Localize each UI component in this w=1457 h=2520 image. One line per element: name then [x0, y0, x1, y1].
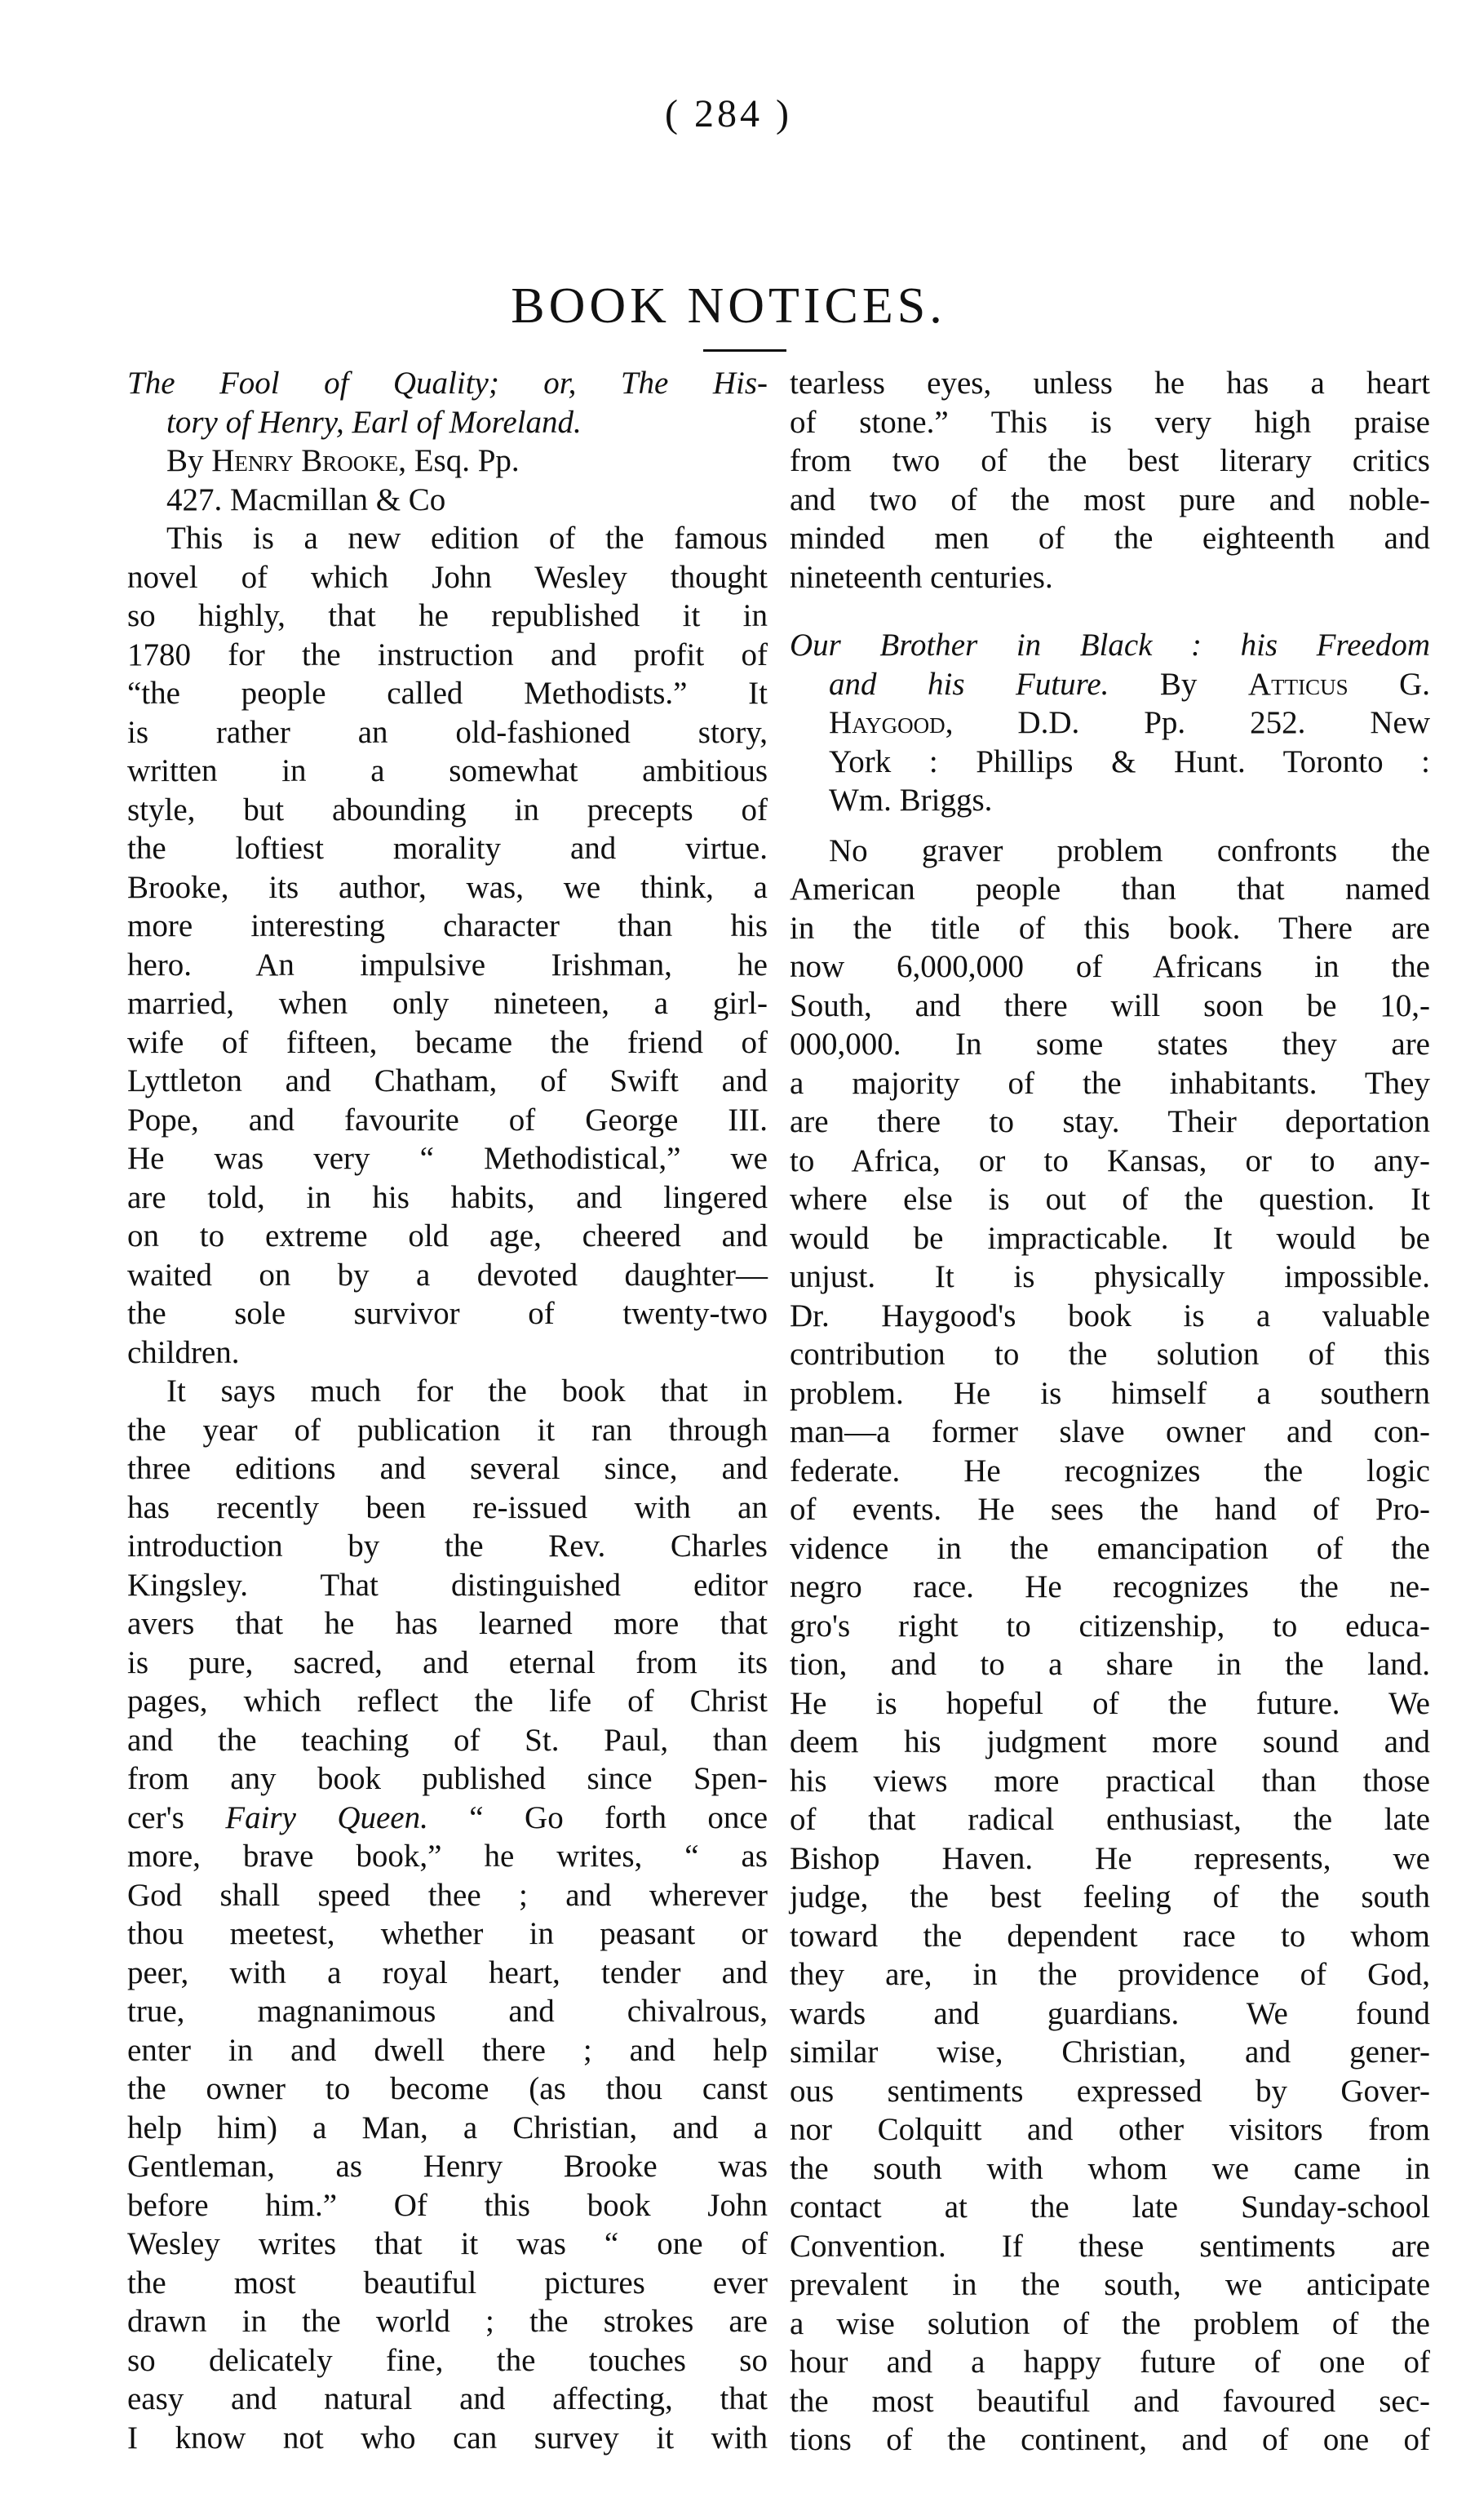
text-line: South, and there will soon be 10,- — [790, 987, 1430, 1023]
text-line: federate. He recognizes the logic — [790, 1453, 1430, 1488]
text-line: thou meetest, whether in peasant or — [127, 1916, 768, 1951]
right-column — [790, 364, 1430, 2460]
text-fragment: cer's — [127, 1799, 226, 1835]
text-line: nor Colquitt and other visitors from — [790, 2112, 1430, 2147]
title-rule — [703, 349, 786, 352]
text-line: “the people called Methodists.” It — [127, 676, 768, 711]
text-line: gro's right to citizenship, to educa- — [790, 1608, 1430, 1644]
text-line: Dr. Haygood's book is a valuable — [790, 1298, 1430, 1333]
text-line: the most beautiful pictures ever — [127, 2265, 768, 2300]
text-line: style, but abounding in precepts of — [127, 792, 768, 827]
text-line: tearless eyes, unless he has a heart — [790, 366, 1430, 401]
text-line: man—a former slave owner and con- — [790, 1414, 1430, 1449]
text-line: judge, the best feeling of the south — [790, 1879, 1430, 1914]
imprint-by: By — [166, 443, 204, 478]
text-line: introduction by the Rev. Charles — [127, 1528, 768, 1564]
text-line: American people than that named — [790, 872, 1430, 907]
text-fragment: “ Go forth once — [427, 1799, 768, 1835]
text-line: Kingsley. That distinguished editor — [127, 1567, 768, 1603]
review-heading-line: tory of Henry, Earl of Moreland. — [166, 404, 582, 440]
text-line: God shall speed thee ; and wherever — [127, 1877, 768, 1913]
text-line: written in a somewhat ambitious — [127, 753, 768, 788]
text-line: Pope, and favourite of George III. — [127, 1102, 768, 1138]
text-line: No graver problem confronts the — [829, 832, 1430, 868]
text-line: deem his judgment more sound and — [790, 1724, 1430, 1759]
text-line: from any book published since Spen- — [127, 1761, 768, 1796]
text-line: contact at the late Sunday-school — [790, 2189, 1430, 2225]
text-line: and the teaching of St. Paul, than — [127, 1722, 768, 1758]
text-line: Gentleman, as Henry Brooke was — [127, 2149, 768, 2184]
text-line: they are, in the providence of God, — [790, 1957, 1430, 1992]
text-line: similar wise, Christian, and gener- — [790, 2034, 1430, 2070]
text-line: has recently been re-issued with an — [127, 1489, 768, 1525]
text-line: from two of the best literary critics — [790, 443, 1430, 478]
text-line: his views more practical than those — [790, 1763, 1430, 1799]
review-heading-line: Our Brother in Black : his Freedom — [790, 628, 1430, 663]
text-line: hero. An impulsive Irishman, he — [127, 947, 768, 983]
text-line: contribution to the solution of this — [790, 1337, 1430, 1372]
text-line: the owner to become (as thou canst — [127, 2071, 768, 2106]
text-line: peer, with a royal heart, tender and — [127, 1954, 768, 1990]
review-imprint-line: York : Phillips & Hunt. Toronto : — [829, 743, 1430, 779]
text-line: so delicately fine, the touches so — [127, 2342, 768, 2378]
text-line: more, brave book,” he writes, “ as — [127, 1839, 768, 1874]
text-line: nineteenth centuries. — [790, 559, 1053, 595]
review-paragraph — [790, 832, 1430, 2460]
text-line: three editions and several since, and — [127, 1451, 768, 1486]
text-line: I know not who can survey it with — [127, 2420, 768, 2456]
text-line: help him) a Man, a Christian, and a — [127, 2110, 768, 2145]
text-line — [127, 1799, 768, 1838]
text-line: This is a new edition of the famous — [166, 521, 768, 556]
section-title: BOOK NOTICES. — [511, 278, 946, 334]
review-paragraph — [127, 519, 768, 1372]
imprint-by: By — [1109, 666, 1248, 702]
text-line: where else is out of the question. It — [790, 1182, 1430, 1217]
text-line: the year of publication it ran through — [127, 1412, 768, 1448]
text-line: the sole survivor of twenty-two — [127, 1296, 768, 1331]
text-line: the loftiest morality and virtue. — [127, 831, 768, 866]
text-line: Brooke, its author, was, we think, a — [127, 869, 768, 905]
text-line: negro race. He recognizes the ne- — [790, 1569, 1430, 1604]
review-heading-line: The Fool of Quality; or, The His- — [127, 366, 768, 401]
review-author: Haygood — [829, 705, 946, 740]
text-line: Bishop Haven. He represents, we — [790, 1840, 1430, 1876]
text-line: true, magnanimous and chivalrous, — [127, 1994, 768, 2029]
text-line: pages, which reflect the life of Christ — [127, 1684, 768, 1719]
text-line: 1780 for the instruction and profit of — [127, 637, 768, 672]
text-line: drawn in the world ; the strokes are — [127, 2304, 768, 2339]
text-line: on to extreme old age, cheered and — [127, 1218, 768, 1253]
text-line: minded men of the eighteenth and — [790, 521, 1430, 556]
text-line: wards and guardians. We found — [790, 1995, 1430, 2031]
left-column — [127, 364, 768, 2457]
text-line: He is hopeful of the future. We — [790, 1685, 1430, 1721]
text-line: are told, in his habits, and lingered — [127, 1179, 768, 1215]
text-line: ous sentiments expressed by Gover- — [790, 2073, 1430, 2109]
text-line: children. — [127, 1334, 240, 1370]
text-line: waited on by a devoted daughter— — [127, 1257, 768, 1293]
review-imprint-line — [127, 441, 768, 481]
text-line: Wesley writes that it was “ one of — [127, 2226, 768, 2261]
text-line: and two of the most pure and noble- — [790, 481, 1430, 517]
text-line: tions of the continent, and of one of — [790, 2422, 1430, 2457]
review-our-brother-in-black — [790, 626, 1430, 2460]
review-continued — [790, 364, 1430, 597]
text-line: It says much for the book that in — [166, 1373, 768, 1409]
text-line: 000,000. In some states they are — [790, 1027, 1430, 1062]
text-line: tion, and to a share in the land. — [790, 1647, 1430, 1682]
text-line: of stone.” This is very high praise — [790, 404, 1430, 440]
text-line: Lyttleton and Chatham, of Swift and — [127, 1063, 768, 1098]
text-line: of events. He sees the hand of Pro- — [790, 1492, 1430, 1527]
text-line: so highly, that he republished it in — [127, 598, 768, 633]
text-line: are there to stay. Their deportation — [790, 1104, 1430, 1139]
text-line: He was very “ Methodistical,” we — [127, 1141, 768, 1176]
text-line: the most beautiful and favoured sec- — [790, 2383, 1430, 2419]
text-line: novel of which John Wesley thought — [127, 559, 768, 595]
review-paragraph — [127, 1372, 768, 2457]
book-title-fairy-queen: Fairy Queen. — [225, 1799, 428, 1835]
text-line: is pure, sacred, and eternal from its — [127, 1644, 768, 1680]
review-imprint-line: 427. Macmillan & Co — [166, 481, 446, 517]
text-line: married, when only nineteen, a girl- — [127, 986, 768, 1021]
text-line: wife of fifteen, became the friend of — [127, 1024, 768, 1060]
imprint-details: , Esq. Pp. — [398, 443, 520, 478]
text-line: before him.” Of this book John — [127, 2187, 768, 2223]
text-line: would be impracticable. It would be — [790, 1220, 1430, 1256]
text-line: a majority of the inhabitants. They — [790, 1065, 1430, 1101]
text-line: problem. He is himself a southern — [790, 1375, 1430, 1411]
page-number: ( 284 ) — [665, 92, 792, 135]
text-line: unjust. It is physically impossible. — [790, 1259, 1430, 1294]
text-line: of that radical enthusiast, the late — [790, 1802, 1430, 1837]
text-line: a wise solution of the problem of the — [790, 2305, 1430, 2341]
text-line: the south with whom we came in — [790, 2150, 1430, 2186]
text-line: is rather an old-fashioned story, — [127, 714, 768, 750]
text-line: in the title of this book. There are — [790, 910, 1430, 946]
text-line: toward the dependent race to whom — [790, 1918, 1430, 1954]
text-line: Convention. If these sentiments are — [790, 2228, 1430, 2264]
review-author: Henry Brooke — [211, 443, 399, 478]
review-imprint-line: Wm. Briggs. — [829, 783, 993, 818]
spacer — [790, 820, 1430, 832]
text-line: to Africa, or to Kansas, or to any- — [790, 1142, 1430, 1178]
text-line: prevalent in the south, we anticipate — [790, 2267, 1430, 2302]
imprint-details: , D.D. Pp. 252. New — [945, 705, 1430, 740]
book-title-fragment: and his Future. — [829, 666, 1109, 702]
review-heading-line — [790, 665, 1430, 704]
text-line: more interesting character than his — [127, 908, 768, 943]
text-line: now 6,000,000 of Africans in the — [790, 949, 1430, 984]
review-fool-of-quality — [127, 364, 768, 2457]
text-line: easy and natural and affecting, that — [127, 2381, 768, 2416]
review-author: Atticus G. — [1247, 666, 1430, 702]
review-separator — [790, 597, 1430, 626]
text-line: enter in and dwell there ; and help — [127, 2032, 768, 2068]
review-imprint-line — [790, 703, 1430, 743]
text-line: vidence in the emancipation of the — [790, 1530, 1430, 1566]
text-line: avers that he has learned more that — [127, 1606, 768, 1641]
text-line: hour and a happy future of one of — [790, 2345, 1430, 2380]
